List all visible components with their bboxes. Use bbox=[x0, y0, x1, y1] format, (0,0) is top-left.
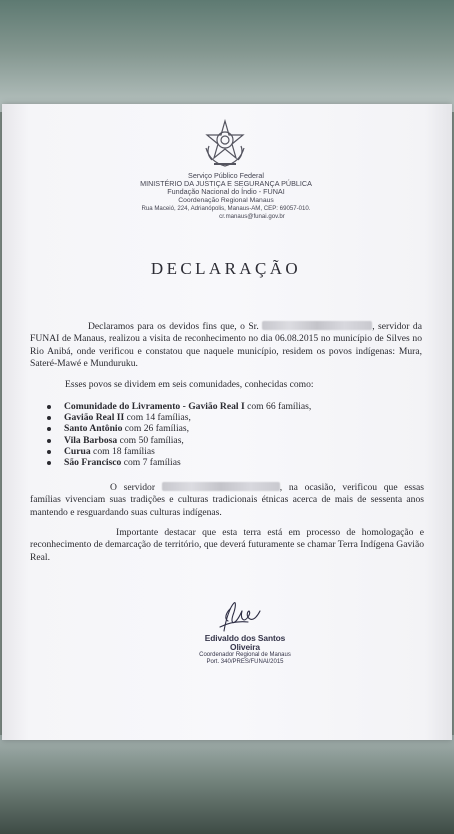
community-families: com 14 famílias, bbox=[124, 412, 191, 424]
community-families: com 50 famílias, bbox=[117, 434, 184, 446]
list-item bbox=[36, 446, 416, 457]
paragraph-4-text: Importante destacar que esta terra está em processo de homologação e reconhecimento de demarcação de território, que deverá futuramente se chamar Terra Indígena Gavião Real. bbox=[30, 527, 424, 563]
list-item bbox=[36, 412, 416, 423]
community-families: com 26 famílias, bbox=[122, 423, 189, 435]
community-name: Gavião Real II bbox=[64, 412, 125, 424]
letterhead-line-1: Serviço Público Federal bbox=[188, 171, 264, 180]
letterhead-line-3: Fundação Nacional do Índio - FUNAI bbox=[167, 187, 285, 197]
signature-block bbox=[190, 634, 300, 666]
handwritten-signature bbox=[212, 597, 272, 637]
letterhead-line-2: MINISTÉRIO DA JUSTIÇA E SEGURANÇA PÚBLICA bbox=[140, 179, 312, 189]
paragraph-2: Esses povos se dividem em seis comunidades, conhecidas como: bbox=[65, 379, 314, 390]
community-name: Curua bbox=[64, 445, 91, 457]
list-item bbox=[36, 401, 416, 412]
community-name: Santo Antônio bbox=[64, 423, 123, 435]
coat-of-arms-icon bbox=[200, 118, 250, 170]
bullet-icon bbox=[47, 405, 51, 409]
community-list bbox=[36, 401, 416, 468]
paragraph-4 bbox=[30, 527, 424, 564]
bullet-icon bbox=[47, 450, 51, 454]
document-title: DECLARAÇÃO bbox=[150, 259, 302, 278]
community-name: Comunidade do Livramento - Gavião Real I bbox=[64, 401, 245, 412]
signatory-name: Edivaldo dos Santos Oliveira bbox=[204, 633, 286, 652]
list-item bbox=[36, 423, 416, 434]
bullet-icon bbox=[47, 427, 51, 431]
background-top bbox=[0, 0, 454, 112]
paragraph-1-part-a: Declaramos para os devidos fins que, o Sr. bbox=[88, 321, 259, 332]
signatory-role: Coordenador Regional de Manaus bbox=[199, 652, 291, 658]
list-item bbox=[36, 457, 416, 468]
bullet-icon bbox=[47, 439, 51, 443]
redacted-name bbox=[162, 482, 280, 491]
community-families: com 7 famílias bbox=[121, 456, 181, 468]
background-bottom bbox=[0, 735, 454, 834]
list-item bbox=[36, 435, 416, 446]
community-name: São Francisco bbox=[64, 456, 122, 468]
community-name: Vila Barbosa bbox=[64, 434, 118, 446]
letterhead bbox=[100, 172, 352, 221]
community-families: com 66 famílias, bbox=[244, 401, 312, 412]
bullet-icon bbox=[47, 461, 51, 465]
paragraph-1-part-b: , servidor da FUNAI de Manaus, realizou a visita de reconhecimento no dia 06.08.2015 no município de Silves no Rio Anibá, onde verificou e constatou que naquele município, residem os povos indígenas: Mura, Sateré-Mawé e Munduruku. bbox=[30, 321, 422, 369]
letterhead-line-4: Coordenação Regional Manaus bbox=[178, 196, 274, 204]
bullet-icon bbox=[47, 416, 51, 420]
signatory-ordinance: Port. 340/PRES/FUNAI/2015 bbox=[206, 659, 284, 665]
paragraph-3 bbox=[30, 482, 424, 519]
letterhead-email: cr.manaus@funai.gov.br bbox=[219, 213, 285, 221]
paragraph-3-part-a: O servidor bbox=[110, 482, 156, 493]
letterhead-address: Rua Maceió, 224, Adrianópolis, Manaus-AM, CEP: 69057-010. bbox=[141, 204, 311, 212]
community-families: com 18 famílias bbox=[90, 445, 155, 457]
paragraph-1 bbox=[30, 321, 422, 370]
redacted-name bbox=[262, 321, 372, 330]
paragraph-3-part-b: , na ocasião, verificou que essas famílias vivenciam suas tradições e culturas tradicionais étnicas acerca de mais de sessenta anos mantendo e resguardando suas culturas indígenas. bbox=[30, 482, 424, 518]
